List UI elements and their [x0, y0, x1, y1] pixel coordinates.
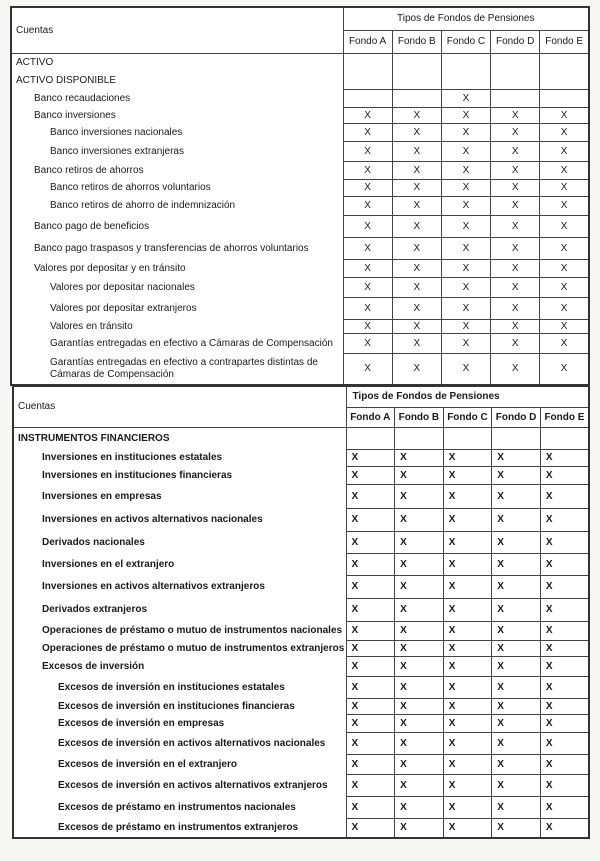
empty-cell [443, 427, 492, 449]
table-row [13, 818, 589, 838]
table-row [11, 319, 589, 333]
fund-mark-cell: X [346, 676, 395, 698]
fund-mark-cell: X [540, 319, 589, 333]
fund-column-header: Fondo D [492, 407, 541, 427]
fund-mark-cell: X [540, 508, 589, 531]
fund-mark-cell: X [343, 319, 392, 333]
fund-mark-cell: X [395, 774, 444, 796]
account-label: Banco pago de beneficios [11, 215, 343, 237]
table-row [13, 449, 589, 466]
fund-mark-cell: X [443, 484, 492, 508]
fund-column-header: Fondo A [343, 30, 392, 53]
table-row [11, 237, 589, 259]
fund-mark-cell: X [395, 466, 444, 484]
fund-mark-cell: X [540, 676, 589, 698]
fund-mark-cell: X [343, 107, 392, 123]
fund-mark-cell: X [441, 161, 490, 179]
fund-mark-cell: X [492, 796, 541, 818]
table-row [11, 259, 589, 277]
fund-mark-cell: X [392, 333, 441, 353]
fund-mark-cell: X [346, 531, 395, 553]
fund-mark-cell: X [540, 553, 589, 575]
fund-mark-cell: X [491, 179, 540, 196]
fund-mark-cell: X [492, 698, 541, 714]
fund-mark-cell: X [395, 575, 444, 598]
fund-mark-cell: X [540, 732, 589, 754]
section-label: INSTRUMENTOS FINANCIEROS [13, 427, 346, 449]
table-row [11, 141, 589, 161]
fund-mark-cell: X [491, 353, 540, 385]
fund-mark-cell: X [492, 575, 541, 598]
fund-mark-cell: X [346, 466, 395, 484]
fund-mark-cell: X [540, 196, 589, 215]
fund-mark-cell: X [540, 575, 589, 598]
fund-mark-cell: X [346, 796, 395, 818]
fund-mark-cell: X [395, 796, 444, 818]
table-row [13, 598, 589, 621]
empty-cell [491, 53, 540, 89]
account-label: Operaciones de préstamo o mutuo de instrumentos extranjeros [13, 640, 346, 656]
fund-mark-cell: X [540, 123, 589, 141]
fund-mark-cell: X [492, 640, 541, 656]
table-row [11, 353, 589, 385]
fund-mark-cell: X [395, 449, 444, 466]
table-row [13, 484, 589, 508]
table-row [11, 179, 589, 196]
fund-mark-cell: X [540, 297, 589, 319]
account-label: Operaciones de préstamo o mutuo de instrumentos nacionales [13, 621, 346, 640]
account-label: Banco inversiones [11, 107, 343, 123]
table-row [13, 754, 589, 774]
fund-mark-cell: X [392, 123, 441, 141]
account-label: Inversiones en el extranjero [13, 553, 346, 575]
fund-mark-cell: X [343, 196, 392, 215]
account-label: Excesos de inversión en activos alternativos nacionales [13, 732, 346, 754]
fund-mark-cell: X [540, 215, 589, 237]
fund-mark-cell: X [392, 319, 441, 333]
fund-mark-cell: X [540, 796, 589, 818]
table-row [11, 333, 589, 353]
fund-mark-cell: X [443, 796, 492, 818]
fund-mark-cell: X [343, 179, 392, 196]
fund-mark-cell: X [540, 484, 589, 508]
table-row [13, 656, 589, 676]
fund-mark-cell: X [346, 508, 395, 531]
fund-mark-cell: X [540, 640, 589, 656]
fund-mark-cell: X [441, 141, 490, 161]
fund-mark-cell: X [443, 621, 492, 640]
fund-mark-cell: X [540, 161, 589, 179]
table-row [11, 297, 589, 319]
fund-mark-cell: X [346, 621, 395, 640]
fund-mark-cell: X [392, 161, 441, 179]
fund-mark-cell: X [540, 714, 589, 732]
section-header-row [11, 53, 589, 71]
account-label: Banco retiros de ahorro de indemnización [11, 196, 343, 215]
table-row [11, 123, 589, 141]
fund-mark-cell: X [346, 754, 395, 774]
table-row [13, 508, 589, 531]
account-label: Excesos de préstamo en instrumentos nacionales [13, 796, 346, 818]
fund-mark-cell: X [441, 215, 490, 237]
fund-mark-cell: X [392, 107, 441, 123]
fund-mark-cell: X [346, 698, 395, 714]
fund-mark-cell: X [443, 598, 492, 621]
fund-mark-cell: X [392, 196, 441, 215]
fund-mark-cell: X [346, 598, 395, 621]
fund-column-header: Fondo E [540, 407, 589, 427]
fund-mark-cell: X [441, 89, 490, 107]
fund-mark-cell: X [492, 732, 541, 754]
table-body [13, 427, 589, 838]
fund-mark-cell: X [491, 297, 540, 319]
fund-mark-cell: X [343, 353, 392, 385]
fund-mark-cell: X [443, 714, 492, 732]
fund-mark-cell [392, 89, 441, 107]
fund-mark-cell: X [346, 575, 395, 598]
fund-mark-cell: X [491, 196, 540, 215]
account-label: Inversiones en instituciones estatales [13, 449, 346, 466]
fund-mark-cell: X [491, 123, 540, 141]
account-label: Inversiones en activos alternativos nacionales [13, 508, 346, 531]
section-label: ACTIVO [11, 53, 343, 71]
account-label: Derivados nacionales [13, 531, 346, 553]
fund-mark-cell: X [492, 531, 541, 553]
fund-mark-cell: X [492, 598, 541, 621]
fund-mark-cell: X [392, 215, 441, 237]
account-label: Banco recaudaciones [11, 89, 343, 107]
fund-mark-cell [540, 89, 589, 107]
account-label: Valores por depositar nacionales [11, 277, 343, 297]
fund-mark-cell: X [346, 553, 395, 575]
fund-mark-cell: X [492, 508, 541, 531]
table-row [13, 553, 589, 575]
accounts-table-activo-disponible [10, 6, 590, 386]
section-label: ACTIVO DISPONIBLE [11, 71, 343, 89]
fund-mark-cell: X [491, 161, 540, 179]
fund-mark-cell: X [491, 107, 540, 123]
table-row [13, 774, 589, 796]
account-label: Valores por depositar y en tránsito [11, 259, 343, 277]
fund-mark-cell: X [395, 553, 444, 575]
fund-mark-cell: X [492, 466, 541, 484]
fund-mark-cell: X [443, 732, 492, 754]
fund-mark-cell: X [492, 484, 541, 508]
fund-mark-cell: X [343, 333, 392, 353]
account-label: Excesos de inversión en el extranjero [13, 754, 346, 774]
empty-cell [395, 427, 444, 449]
fund-mark-cell: X [491, 333, 540, 353]
account-label: Derivados extranjeros [13, 598, 346, 621]
fund-mark-cell: X [492, 656, 541, 676]
table-row [13, 531, 589, 553]
account-label: Valores por depositar extranjeros [11, 297, 343, 319]
fund-mark-cell: X [492, 449, 541, 466]
fund-mark-cell: X [443, 698, 492, 714]
table-row [13, 796, 589, 818]
fund-mark-cell: X [492, 774, 541, 796]
fund-mark-cell: X [392, 141, 441, 161]
fund-column-header: Fondo A [346, 407, 395, 427]
empty-cell [540, 53, 589, 89]
fund-mark-cell: X [492, 676, 541, 698]
fund-mark-cell: X [346, 732, 395, 754]
fund-mark-cell: X [443, 575, 492, 598]
fund-mark-cell: X [443, 531, 492, 553]
fund-mark-cell: X [540, 531, 589, 553]
table-header [11, 7, 589, 53]
fund-mark-cell [491, 89, 540, 107]
accounts-table-instrumentos-financieros [12, 385, 590, 839]
table-row [13, 698, 589, 714]
fund-mark-cell: X [395, 732, 444, 754]
fund-mark-cell: X [392, 277, 441, 297]
fund-mark-cell: X [443, 754, 492, 774]
fund-mark-cell: X [441, 179, 490, 196]
fund-mark-cell: X [441, 259, 490, 277]
fund-mark-cell: X [540, 179, 589, 196]
fund-mark-cell: X [441, 319, 490, 333]
empty-cell [540, 427, 589, 449]
account-label: Excesos de inversión en instituciones estatales [13, 676, 346, 698]
fund-types-header: Tipos de Fondos de Pensiones [346, 386, 589, 407]
table-row [11, 161, 589, 179]
table-body [11, 53, 589, 385]
cuentas-header: Cuentas [11, 7, 343, 53]
table-row [11, 107, 589, 123]
account-label: Inversiones en instituciones financieras [13, 466, 346, 484]
fund-column-header: Fondo E [540, 30, 589, 53]
table-row [11, 215, 589, 237]
fund-mark-cell: X [540, 818, 589, 838]
account-label: Excesos de inversión en activos alternativos extranjeros [13, 774, 346, 796]
fund-column-header: Fondo C [443, 407, 492, 427]
fund-mark-cell: X [443, 818, 492, 838]
fund-mark-cell: X [540, 598, 589, 621]
fund-mark-cell: X [441, 277, 490, 297]
fund-mark-cell: X [395, 698, 444, 714]
fund-mark-cell: X [346, 656, 395, 676]
fund-mark-cell: X [395, 676, 444, 698]
fund-mark-cell: X [540, 277, 589, 297]
fund-mark-cell: X [540, 141, 589, 161]
fund-types-header: Tipos de Fondos de Pensiones [343, 7, 589, 30]
fund-mark-cell: X [540, 774, 589, 796]
fund-mark-cell: X [395, 818, 444, 838]
fund-mark-cell: X [392, 353, 441, 385]
fund-mark-cell: X [492, 621, 541, 640]
empty-cell [492, 427, 541, 449]
account-label: Garantías entregadas en efectivo a contrapartes distintas de Cámaras de Compensación [11, 353, 343, 385]
fund-mark-cell: X [443, 508, 492, 531]
fund-mark-cell: X [392, 237, 441, 259]
fund-mark-cell: X [443, 466, 492, 484]
fund-mark-cell: X [492, 754, 541, 774]
fund-mark-cell: X [346, 484, 395, 508]
fund-mark-cell: X [395, 656, 444, 676]
account-label: Banco retiros de ahorros [11, 161, 343, 179]
fund-mark-cell: X [392, 297, 441, 319]
fund-mark-cell: X [540, 466, 589, 484]
account-label: Excesos de inversión en instituciones financieras [13, 698, 346, 714]
fund-mark-cell: X [441, 123, 490, 141]
fund-mark-cell: X [346, 714, 395, 732]
fund-mark-cell: X [492, 818, 541, 838]
fund-mark-cell: X [491, 237, 540, 259]
fund-mark-cell: X [491, 141, 540, 161]
fund-mark-cell: X [395, 531, 444, 553]
section-header-row [13, 427, 589, 449]
fund-mark-cell: X [441, 107, 490, 123]
fund-mark-cell: X [540, 353, 589, 385]
fund-mark-cell: X [343, 123, 392, 141]
fund-mark-cell: X [443, 553, 492, 575]
fund-column-header: Fondo D [491, 30, 540, 53]
table-row [13, 640, 589, 656]
empty-cell [441, 53, 490, 89]
account-label: Inversiones en activos alternativos extranjeros [13, 575, 346, 598]
fund-mark-cell: X [395, 508, 444, 531]
fund-mark-cell: X [395, 640, 444, 656]
fund-mark-cell: X [441, 353, 490, 385]
fund-mark-cell: X [540, 237, 589, 259]
account-label: Excesos de inversión en empresas [13, 714, 346, 732]
fund-mark-cell: X [443, 640, 492, 656]
fund-mark-cell: X [540, 698, 589, 714]
fund-mark-cell: X [491, 259, 540, 277]
fund-mark-cell: X [346, 640, 395, 656]
fund-mark-cell: X [491, 215, 540, 237]
fund-mark-cell: X [343, 277, 392, 297]
fund-mark-cell: X [392, 179, 441, 196]
fund-mark-cell: X [343, 215, 392, 237]
fund-mark-cell: X [443, 676, 492, 698]
table-row [13, 676, 589, 698]
fund-column-header: Fondo B [395, 407, 444, 427]
fund-mark-cell: X [343, 141, 392, 161]
fund-mark-cell: X [346, 774, 395, 796]
fund-mark-cell: X [492, 553, 541, 575]
fund-mark-cell: X [343, 237, 392, 259]
fund-mark-cell: X [441, 297, 490, 319]
fund-mark-cell: X [395, 714, 444, 732]
fund-mark-cell: X [395, 598, 444, 621]
fund-mark-cell: X [443, 774, 492, 796]
table-row [13, 714, 589, 732]
cuentas-header: Cuentas [13, 386, 346, 427]
empty-cell [346, 427, 395, 449]
table-header [13, 386, 589, 427]
fund-mark-cell: X [441, 196, 490, 215]
fund-mark-cell: X [441, 237, 490, 259]
account-label: Valores en tránsito [11, 319, 343, 333]
fund-mark-cell: X [491, 277, 540, 297]
fund-mark-cell: X [491, 319, 540, 333]
fund-mark-cell: X [443, 449, 492, 466]
account-label: Inversiones en empresas [13, 484, 346, 508]
fund-mark-cell: X [540, 621, 589, 640]
fund-mark-cell: X [540, 107, 589, 123]
account-label: Banco pago traspasos y transferencias de ahorros voluntarios [11, 237, 343, 259]
table-row [11, 196, 589, 215]
fund-mark-cell [343, 89, 392, 107]
empty-cell [343, 53, 392, 89]
fund-mark-cell: X [343, 297, 392, 319]
account-label: Banco inversiones nacionales [11, 123, 343, 141]
fund-column-header: Fondo C [441, 30, 490, 53]
table-row [13, 732, 589, 754]
fund-mark-cell: X [540, 656, 589, 676]
fund-mark-cell: X [343, 161, 392, 179]
fund-column-header: Fondo B [392, 30, 441, 53]
fund-mark-cell: X [540, 333, 589, 353]
table-row [13, 466, 589, 484]
account-label: Excesos de préstamo en instrumentos extranjeros [13, 818, 346, 838]
table-row [11, 277, 589, 297]
empty-cell [392, 53, 441, 89]
fund-mark-cell: X [395, 754, 444, 774]
fund-mark-cell: X [443, 656, 492, 676]
fund-mark-cell: X [441, 333, 490, 353]
fund-mark-cell: X [492, 714, 541, 732]
fund-mark-cell: X [540, 754, 589, 774]
account-label: Excesos de inversión [13, 656, 346, 676]
table-row [13, 621, 589, 640]
fund-mark-cell: X [343, 259, 392, 277]
fund-mark-cell: X [540, 449, 589, 466]
fund-mark-cell: X [540, 259, 589, 277]
fund-mark-cell: X [392, 259, 441, 277]
fund-mark-cell: X [346, 449, 395, 466]
fund-mark-cell: X [395, 621, 444, 640]
fund-mark-cell: X [346, 818, 395, 838]
account-label: Banco retiros de ahorros voluntarios [11, 179, 343, 196]
table-row [13, 575, 589, 598]
account-label: Garantías entregadas en efectivo a Cámaras de Compensación [11, 333, 343, 353]
table-row [11, 89, 589, 107]
fund-mark-cell: X [395, 484, 444, 508]
account-label: Banco inversiones extranjeras [11, 141, 343, 161]
